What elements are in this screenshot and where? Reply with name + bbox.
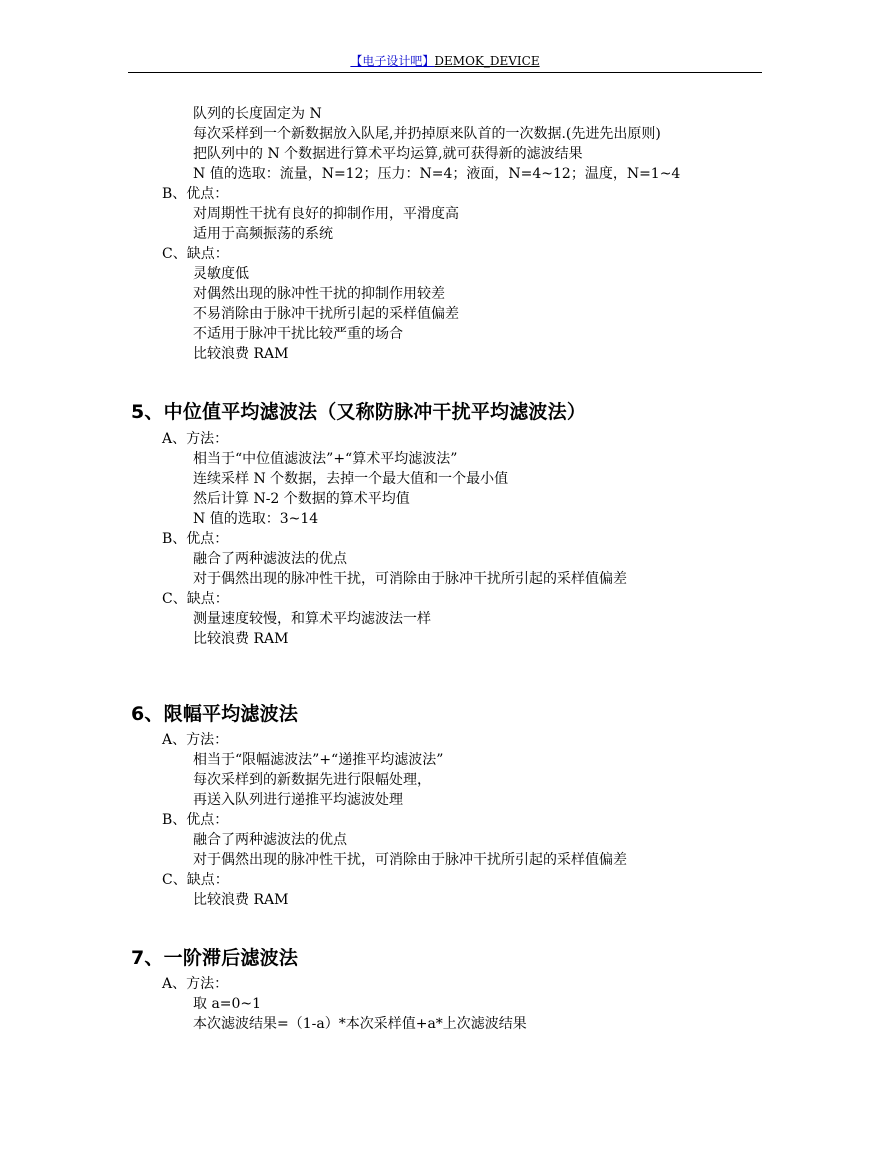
intro-method-line: 把队列中的 N 个数据进行算术平均运算,就可获得新的滤波结果 [193,146,583,162]
sec5-method-item: 连续采样 N 个数据，去掉一个最大值和一个最小值 [193,471,509,487]
sec5-pros-label: B、优点： [162,531,229,547]
sec5-method-item: N 值的选取：3~14 [193,511,319,527]
header-brand-link[interactable]: 【电子设计吧】 [350,54,435,68]
sec5-method-item: 然后计算 N-2 个数据的算术平均值 [193,491,410,507]
sec6-method-item: 相当于“限幅滤波法”+“递推平均滤波法” [193,752,444,768]
intro-cons-item: 灵敏度低 [193,266,249,282]
sec7-method-item: 取 a=0~1 [193,996,262,1012]
sec6-cons-item: 比较浪费 RAM [193,892,289,908]
sec5-cons-item: 测量速度较慢，和算术平均滤波法一样 [193,611,431,627]
sec5-cons-item: 比较浪费 RAM [193,631,289,647]
sec5-method-label: A、方法： [162,431,229,447]
sec6-method-item: 再送入队列进行递推平均滤波处理 [193,792,403,808]
sec5-cons-label: C、缺点： [162,591,229,607]
sec5-pros-item: 对于偶然出现的脉冲性干扰，可消除由于脉冲干扰所引起的采样值偏差 [193,571,627,587]
intro-pros-label: B、优点： [162,186,229,202]
page-header [128,52,762,73]
sec6-pros-label: B、优点： [162,812,229,828]
intro-cons-item: 不易消除由于脉冲干扰所引起的采样值偏差 [193,306,459,322]
intro-pros-item: 适用于高频振荡的系统 [193,226,333,242]
intro-method-line: 每次采样到一个新数据放入队尾,并扔掉原来队首的一次数据.(先进先出原则) [193,126,661,142]
sec6-method-item: 每次采样到的新数据先进行限幅处理， [193,772,431,788]
sec6-pros-item: 融合了两种滤波法的优点 [193,832,347,848]
intro-cons-item: 对偶然出现的脉冲性干扰的抑制作用较差 [193,286,445,302]
intro-pros-item: 对周期性干扰有良好的抑制作用，平滑度高 [193,206,459,222]
sec7-method-item: 本次滤波结果=（1-a）*本次采样值+a*上次滤波结果 [193,1016,527,1032]
section-6-title: 6、限幅平均滤波法 [131,703,299,725]
intro-cons-label: C、缺点： [162,246,229,262]
sec7-method-label: A、方法： [162,976,229,992]
section-7-title: 7、一阶滞后滤波法 [131,947,299,969]
sec6-cons-label: C、缺点： [162,872,229,888]
intro-method-line: 队列的长度固定为 N [193,106,322,122]
section-5-title: 5、中位值平均滤波法（又称防脉冲干扰平均滤波法） [131,401,587,423]
intro-method-line: N 值的选取：流量，N=12；压力：N=4；液面，N=4~12；温度，N=1~4 [193,166,681,182]
sec5-pros-item: 融合了两种滤波法的优点 [193,551,347,567]
intro-cons-item: 不适用于脉冲干扰比较严重的场合 [193,326,403,342]
sec6-pros-item: 对于偶然出现的脉冲性干扰，可消除由于脉冲干扰所引起的采样值偏差 [193,852,627,868]
sec6-method-label: A、方法： [162,732,229,748]
header-device-name: DEMOK_DEVICE [434,54,540,68]
intro-cons-item: 比较浪费 RAM [193,346,289,362]
sec5-method-item: 相当于“中位值滤波法”+“算术平均滤波法” [193,451,458,467]
